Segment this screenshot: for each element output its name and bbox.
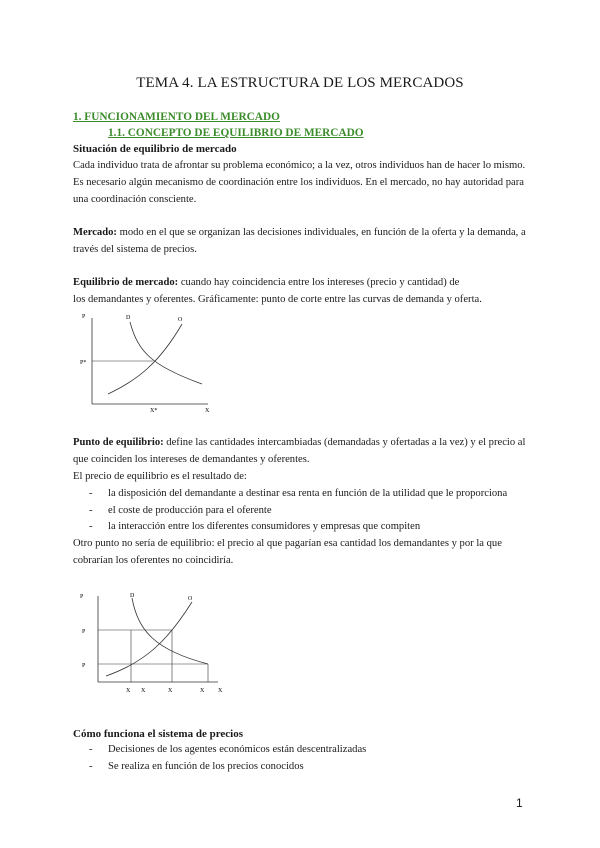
supply-label: O: [188, 596, 193, 602]
y-axis-label: P: [82, 314, 86, 320]
text-line: través del sistema de precios.: [73, 243, 197, 255]
x-tick-label: X: [168, 688, 173, 694]
x-tick-label: X: [200, 688, 205, 694]
high-price-label: P: [82, 629, 86, 635]
list-item: - la disposición del demandante a destinar esa renta en función de la utilidad que le proporciona: [89, 488, 508, 499]
text-line: modo en el que se organizan las decisiones individuales, en función de la oferta y la demanda, a: [116, 227, 526, 238]
supply-demand-graph-1: [80, 310, 220, 414]
list-item: - Se realiza en función de los precios conocidos: [89, 760, 304, 772]
situacion-heading: Situación de equilibrio de mercado: [73, 143, 237, 155]
punto-term: Punto de equilibrio:: [73, 437, 164, 448]
x-tick-label: X: [126, 688, 131, 694]
text-line: Cada individuo trata de afrontar su problema económico; a la vez, otros individuos han de hacer lo mismo.: [73, 160, 526, 171]
x-tick-label: X: [141, 688, 146, 694]
page-title: TEMA 4. LA ESTRUCTURA DE LOS MERCADOS: [136, 75, 464, 91]
otro-paragraph: [73, 536, 530, 570]
mercado-paragraph: [73, 225, 530, 259]
section-heading-1-1: 1.1. CONCEPTO DE EQUILIBRIO DE MERCADO: [108, 127, 364, 139]
y-axis-label: P: [80, 594, 84, 600]
low-price-label: P: [82, 663, 86, 669]
demand-label: D: [130, 593, 135, 599]
text-line: cobrarían los oferentes no coincidiría.: [73, 554, 234, 566]
como-heading: Cómo funciona el sistema de precios: [73, 728, 243, 740]
text-line: Otro punto no sería de equilibrio: el precio al que pagarían esa cantidad los demandantes y por la que: [73, 538, 502, 549]
list-item: - el coste de producción para el oferente: [89, 504, 272, 516]
equilibrium-price-label: P*: [80, 360, 87, 366]
supply-label: O: [178, 317, 183, 323]
section-heading-1: 1. FUNCIONAMIENTO DEL MERCADO: [73, 111, 280, 123]
text-line: cuando hay coincidencia entre los intereses (precio y cantidad) de: [178, 277, 460, 288]
supply-demand-graph-2: [76, 588, 226, 700]
x-axis-label: X: [218, 688, 223, 694]
text-line: una coordinación consciente.: [73, 193, 197, 205]
demand-label: D: [126, 315, 131, 321]
list-item: - la interacción entre los diferentes consumidores y empresas que compiten: [89, 521, 421, 533]
page-number: 1: [516, 796, 523, 810]
text-line: Es necesario algún mecanismo de coordinación entre los individuos. En el mercado, no hay autoridad para: [73, 176, 524, 188]
text-line: El precio de equilibrio es el resultado de:: [73, 470, 247, 482]
punto-paragraph: [73, 435, 530, 485]
equilibrium-qty-label: X*: [150, 408, 158, 414]
list-item: - Decisiones de los agentes económicos están descentralizadas: [89, 744, 367, 755]
situacion-paragraph: [73, 158, 530, 208]
demand-curve: [130, 322, 202, 384]
supply-curve: [108, 324, 182, 394]
equilibrio-paragraph: [73, 275, 530, 309]
equilibrio-term: Equilibrio de mercado:: [73, 277, 179, 288]
mercado-term: Mercado:: [73, 227, 117, 238]
supply-curve: [106, 602, 192, 676]
text-line: que coinciden los intereses de demandantes y oferentes.: [73, 453, 310, 465]
demand-curve: [132, 598, 208, 664]
como-list: [89, 742, 366, 775]
punto-list: [89, 486, 507, 536]
text-line: define las cantidades intercambiadas (demandadas y ofertadas a la vez) y el precio al: [163, 437, 526, 448]
x-axis-label: X: [205, 408, 210, 414]
text-line: los demandantes y oferentes. Gráficamente: punto de corte entre las curvas de demanda y oferta.: [73, 293, 482, 305]
